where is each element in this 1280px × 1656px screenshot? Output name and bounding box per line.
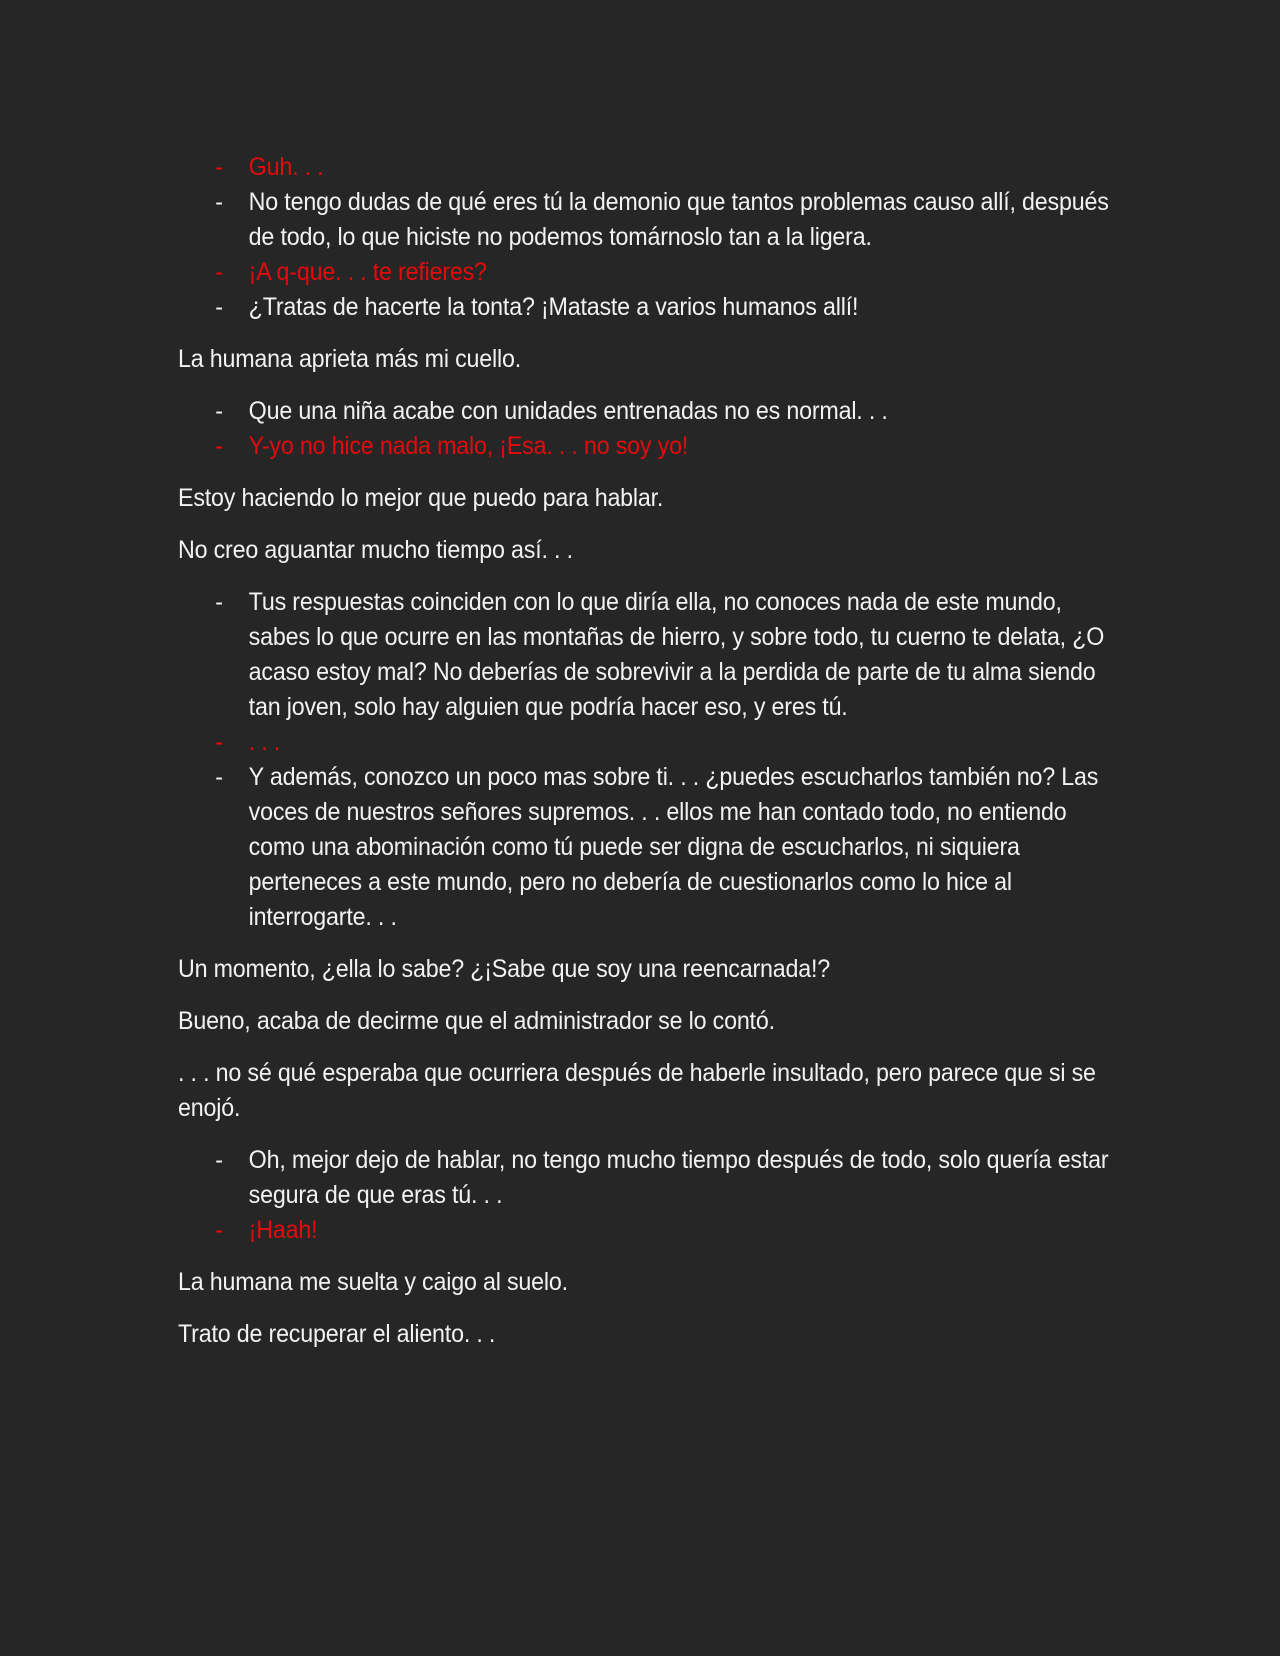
dash-bullet: -	[215, 258, 223, 286]
dialogue-text: Y además, conozco un poco mas sobre ti. . . ¿puedes escucharlos también no? Las voces de nuestros señores supremos. . . ellos me han contado todo, no entiendo como una abominación como tú puede ser digna de escucharlos, ni siquiera perteneces a este mundo, pero no debería de cuestionarlos como lo hice al interrogarte. . .	[248, 763, 1099, 931]
dialogue-line	[178, 725, 1117, 760]
dialogue-text: Oh, mejor dejo de hablar, no tengo mucho tiempo después de todo, solo quería estar segura de que eras tú. . .	[248, 1146, 1109, 1209]
narration-paragraph: Estoy haciendo lo mejor que puedo para hablar.	[178, 484, 664, 512]
narration-paragraph: No creo aguantar mucho tiempo así. . .	[178, 536, 573, 564]
dialogue-block	[178, 394, 1117, 464]
narration-paragraph: Trato de recuperar el aliento. . .	[178, 1320, 496, 1348]
narration-paragraph: La humana me suelta y caigo al suelo.	[178, 1268, 568, 1296]
dash-bullet: -	[215, 763, 223, 791]
narration-paragraph: Un momento, ¿ella lo sabe? ¿¡Sabe que soy una reencarnada!?	[178, 955, 831, 983]
dialogue-line	[178, 1143, 1117, 1213]
dialogue-text: Que una niña acabe con unidades entrenadas no es normal. . .	[248, 397, 888, 425]
dash-bullet: -	[215, 153, 223, 181]
dialogue-line	[178, 150, 1117, 185]
dialogue-text: ¿Tratas de hacerte la tonta? ¡Mataste a varios humanos allí!	[248, 293, 859, 321]
narration-paragraph: . . . no sé qué esperaba que ocurriera después de haberle insultado, pero parece que si se enojó.	[178, 1059, 1096, 1122]
story-text	[178, 150, 1117, 1352]
dialogue-line	[178, 760, 1117, 935]
dialogue-line	[178, 290, 1117, 325]
dash-bullet: -	[215, 293, 223, 321]
dialogue-text: Tus respuestas coinciden con lo que diría ella, no conoces nada de este mundo, sabes lo que ocurre en las montañas de hierro, y sobre todo, tu cuerno te delata, ¿O acaso estoy mal? No deberías de sobrevivir a la perdida de parte de tu alma siendo tan joven, solo hay alguien que podría hacer eso, y eres tú.	[248, 588, 1105, 721]
dialogue-line	[178, 585, 1117, 725]
dialogue-text: Y-yo no hice nada malo, ¡Esa. . . no soy yo!	[248, 432, 689, 460]
narration-paragraph: La humana aprieta más mi cuello.	[178, 345, 521, 373]
dialogue-text: . . .	[248, 728, 281, 756]
document-page	[178, 150, 1118, 1369]
dialogue-block	[178, 1143, 1117, 1248]
dialogue-text: ¡A q-que. . . te refieres?	[248, 258, 487, 286]
dialogue-block	[178, 150, 1117, 325]
dialogue-line	[178, 255, 1117, 290]
dash-bullet: -	[215, 728, 223, 756]
dialogue-block	[178, 585, 1117, 935]
dash-bullet: -	[215, 588, 223, 616]
dash-bullet: -	[215, 397, 223, 425]
dialogue-line	[178, 394, 1117, 429]
dash-bullet: -	[215, 1146, 223, 1174]
dialogue-text: Guh. . .	[248, 153, 324, 181]
dash-bullet: -	[215, 188, 223, 216]
dialogue-line	[178, 185, 1117, 255]
dialogue-text: ¡Haah!	[248, 1216, 318, 1244]
dash-bullet: -	[215, 432, 223, 460]
dialogue-line	[178, 429, 1117, 464]
dash-bullet: -	[215, 1216, 223, 1244]
narration-paragraph: Bueno, acaba de decirme que el administrador se lo contó.	[178, 1007, 775, 1035]
dialogue-text: No tengo dudas de qué eres tú la demonio que tantos problemas causo allí, después de todo, lo que hiciste no podemos tomárnoslo tan a la ligera.	[248, 188, 1109, 251]
dialogue-line	[178, 1213, 1117, 1248]
